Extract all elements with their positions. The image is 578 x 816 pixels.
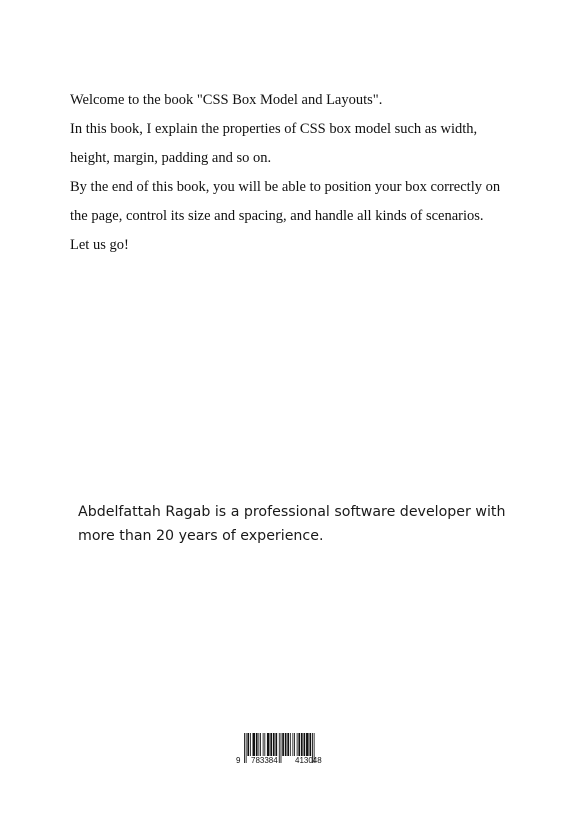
barcode-bar xyxy=(297,733,298,756)
barcode-bar xyxy=(304,733,306,756)
barcode-bar xyxy=(290,733,291,756)
barcode-bar xyxy=(258,733,259,756)
barcode-lead-digit: 9 xyxy=(236,756,241,765)
barcode-left-digits: 783384 xyxy=(251,756,278,765)
blurb-paragraph-closing: Let us go! xyxy=(70,237,129,253)
barcode-bar xyxy=(279,733,280,763)
author-bio xyxy=(78,500,518,548)
barcode-bar xyxy=(263,733,264,756)
barcode-bar xyxy=(282,733,284,756)
book-description xyxy=(70,86,520,260)
barcode-bar xyxy=(298,733,300,756)
barcode-bar xyxy=(294,733,295,756)
barcode-bar xyxy=(256,733,258,756)
blurb-paragraph-outcome: By the end of this book, you will be able to position your box correctly on the page, control its size and spacing, and handle all kinds of scenarios. xyxy=(70,179,501,224)
barcode-bar xyxy=(270,733,272,756)
barcode-bar xyxy=(309,733,311,756)
barcode-bar xyxy=(292,733,293,756)
barcode-bar xyxy=(281,733,282,763)
barcode-bar xyxy=(260,733,261,756)
barcode-bar xyxy=(287,733,289,756)
barcode-bar xyxy=(306,733,309,756)
barcode-bar xyxy=(247,733,249,756)
author-bio-text: Abdelfattah Ragab is a professional software developer with more than 20 years of experience. xyxy=(78,504,506,544)
barcode-bar xyxy=(253,733,256,756)
barcode-bar xyxy=(250,733,251,756)
barcode-bar xyxy=(246,733,247,763)
barcode-bar xyxy=(273,733,275,756)
barcode-graphic xyxy=(236,733,340,765)
barcode-bar xyxy=(301,733,303,756)
barcode-right-digits: 413048 xyxy=(295,756,322,765)
isbn-barcode xyxy=(236,733,340,765)
barcode-bar xyxy=(267,733,270,756)
blurb-paragraph-topics: In this book, I explain the properties of CSS box model such as width, height, margin, padding and so on. xyxy=(70,121,478,166)
barcode-bar xyxy=(244,733,245,763)
barcode-bar xyxy=(285,733,287,756)
barcode-bar xyxy=(275,733,277,756)
blurb-paragraph-welcome: Welcome to the book "CSS Box Model and Layouts". xyxy=(70,92,383,108)
barcode-bar xyxy=(264,733,265,756)
